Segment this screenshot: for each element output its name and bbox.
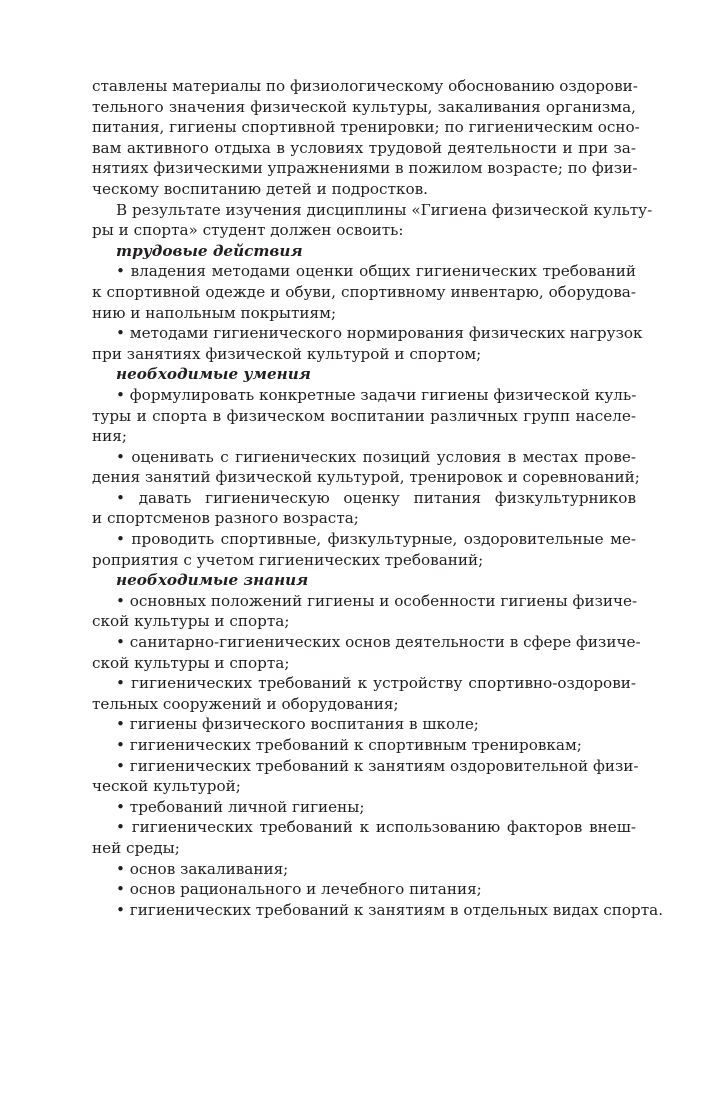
text-line: при занятиях физической культурой и спортом; [92, 344, 482, 363]
text-line: • основ рационального и лечебного питания; [116, 880, 482, 899]
text-line: нятиях физическими упражнениями в пожилом возрасте; по физи- [92, 159, 638, 178]
text-line: • основных положений гигиены и особенности гигиены физиче- [116, 591, 638, 610]
text-line: • формулировать конкретные задачи гигиены физической куль- [116, 385, 637, 404]
text-line: питания, гигиены спортивной тренировки; по гигиеническим осно- [92, 118, 640, 137]
text-line: • проводить спортивные, физкультурные, оздоровительные ме- [116, 530, 636, 549]
text-line: • гигиенических требований к занятиям в отдельных видах спорта. [116, 900, 664, 919]
text-line: дения занятий физической культурой, тренировок и соревнований; [92, 468, 640, 487]
section-heading: необходимые умения [116, 365, 311, 384]
text-line: В результате изучения дисциплины «Гигиена физической культу- [116, 200, 653, 219]
text-line: • владения методами оценки общих гигиенических требований [116, 262, 636, 281]
text-line: • основ закаливания; [116, 859, 289, 878]
text-line: ческому воспитанию детей и подростков. [92, 179, 428, 198]
section-heading: необходимые знания [116, 571, 309, 590]
text-line: тельного значения физической культуры, закаливания организма, [92, 97, 636, 116]
text-line: нию и напольным покрытиям; [92, 303, 337, 322]
text-line: • методами гигиенического нормирования физических нагрузок [116, 324, 643, 343]
text-line: • давать гигиеническую оценку питания физкультурников [116, 488, 636, 507]
section-heading: трудовые действия [116, 241, 303, 260]
text-line: • гигиенических требований к занятиям оздоровительной физи- [116, 756, 639, 775]
document-page [92, 76, 664, 920]
text-line: вам активного отдыха в условиях трудовой деятельности и при за- [92, 138, 636, 157]
text-line: ставлены материалы по физиологическому обоснованию оздорови- [92, 77, 638, 95]
text-line: роприятия с учетом гигиенических требований; [92, 550, 484, 569]
text-line: ры и спорта» студент должен освоить: [92, 221, 404, 240]
text-line: • оценивать с гигиенических позиций условия в местах прове- [116, 447, 636, 466]
text-line: • санитарно-гигиенических основ деятельности в сфере физиче- [116, 633, 641, 652]
text-line: тельных сооружений и оборудования; [92, 694, 399, 713]
text-line: ской культуры и спорта; [92, 612, 290, 631]
text-line: • гигиенических требований к спортивным тренировкам; [116, 736, 582, 754]
text-line: • гигиенических требований к устройству спортивно-оздорови- [116, 674, 636, 693]
text-line: ческой культурой; [92, 777, 241, 796]
text-line: и спортсменов разного возраста; [92, 509, 359, 528]
text-line: • гигиены физического воспитания в школе; [116, 715, 479, 734]
text-line: к спортивной одежде и обуви, спортивному инвентарю, оборудова- [92, 282, 636, 301]
text-line: ния; [92, 427, 127, 446]
text-line: ской культуры и спорта; [92, 653, 290, 672]
text-line: • требований личной гигиены; [116, 797, 365, 816]
text-line: ней среды; [92, 838, 180, 857]
text-line: • гигиенических требований к использованию факторов внеш- [116, 818, 636, 837]
text-line: туры и спорта в физическом воспитании различных групп населе- [92, 406, 636, 425]
